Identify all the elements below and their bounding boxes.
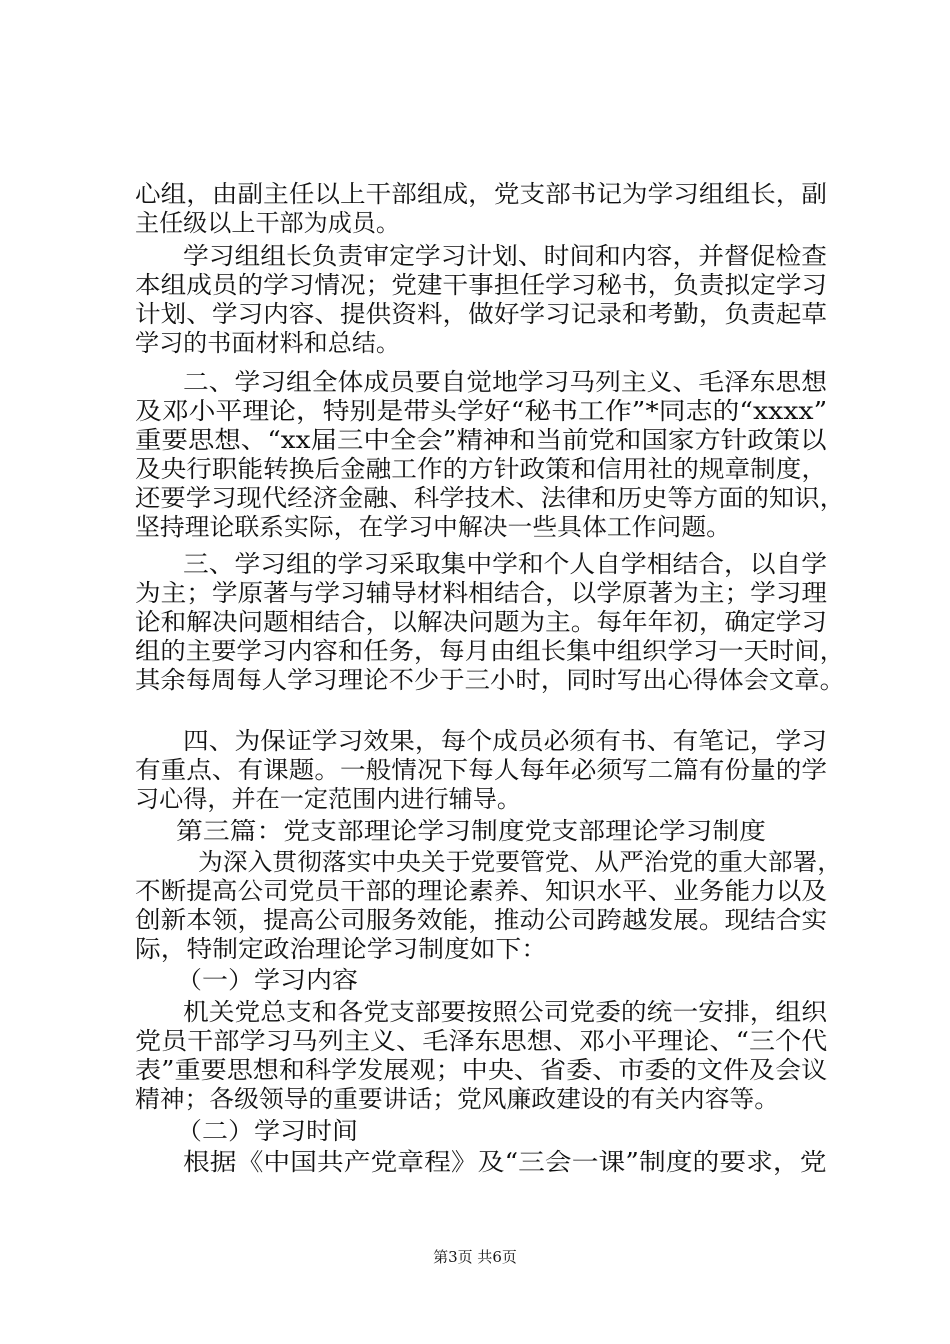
text-line: 本组成员的学习情况；党建干事担任学习秘书，负责拟定学习 — [135, 271, 827, 299]
text-line: 学习组组长负责审定学习计划、时间和内容，并督促检查 — [183, 242, 827, 270]
text-line: 创新本领，提高公司服务效能，推动公司跨越发展。现结合实 — [135, 906, 827, 934]
text-line: 心组，由副主任以上干部组成，党支部书记为学习组组长，副 — [135, 180, 827, 208]
text-line: 表”重要思想和科学发展观；中央、省委、市委的文件及会议 — [135, 1056, 828, 1084]
text-line: 组的主要学习内容和任务，每月由组长集中组织学习一天时间， — [135, 637, 845, 665]
subsection-heading: （一）学习内容 — [176, 966, 358, 994]
text-line: 二、学习组全体成员要自觉地学习马列主义、毛泽东思想 — [183, 368, 827, 396]
text-line: 根据《中国共产党章程》及“三会一课”制度的要求，党 — [183, 1148, 827, 1176]
text-line: 学习的书面材料和总结。 — [135, 329, 400, 357]
text-line: 不断提高公司党员干部的理论素养、知识水平、业务能力以及 — [135, 877, 827, 905]
section-heading: 第三篇：党支部理论学习制度党支部理论学习制度 — [176, 817, 766, 845]
text-line: 其余每周每人学习理论不少于三小时，同时写出心得体会文章。 — [135, 666, 845, 694]
text-line: 际，特制定政治理论学习制度如下： — [135, 935, 547, 963]
text-line: 为深入贯彻落实中央关于党要管党、从严治党的重大部署， — [198, 848, 842, 876]
text-line: 四、为保证学习效果，每个成员必须有书、有笔记，学习 — [183, 727, 827, 755]
text-line: 精神；各级领导的重要讲话；党风廉政建设的有关内容等。 — [135, 1085, 779, 1113]
text-line: 主任级以上干部为成员。 — [135, 209, 400, 237]
text-line: 及央行职能转换后金融工作的方针政策和信用社的规章制度， — [135, 455, 827, 483]
page-footer: 第3页 共6页 — [433, 1248, 517, 1266]
text-line: 还要学习现代经济金融、科学技术、法律和历史等方面的知识， — [135, 484, 845, 512]
text-line: 坚持理论联系实际，在学习中解决一些具体工作问题。 — [135, 513, 731, 541]
text-line: 机关党总支和各党支部要按照公司党委的统一安排，组织 — [183, 998, 827, 1026]
subsection-heading: （二）学习时间 — [176, 1117, 358, 1145]
text-line: 论和解决问题相结合，以解决问题为主。每年年初，确定学习 — [135, 608, 827, 636]
text-line: 及邓小平理论，特别是带头学好“秘书工作”*同志的“xxxx” — [135, 397, 828, 425]
text-line: 有重点、有课题。一般情况下每人每年必须写二篇有份量的学 — [135, 756, 827, 784]
text-line: 重要思想、“xx届三中全会”精神和当前党和国家方针政策以 — [135, 426, 827, 454]
text-line: 习心得，并在一定范围内进行辅导。 — [135, 785, 521, 813]
text-line: 党员干部学习马列主义、毛泽东思想、邓小平理论、“三个代 — [135, 1027, 828, 1055]
text-line: 计划、学习内容、提供资料，做好学习记录和考勤，负责起草 — [135, 300, 827, 328]
text-line: 三、学习组的学习采取集中学和个人自学相结合，以自学 — [183, 550, 827, 578]
text-line: 为主；学原著与学习辅导材料相结合，以学原著为主；学习理 — [135, 579, 827, 607]
